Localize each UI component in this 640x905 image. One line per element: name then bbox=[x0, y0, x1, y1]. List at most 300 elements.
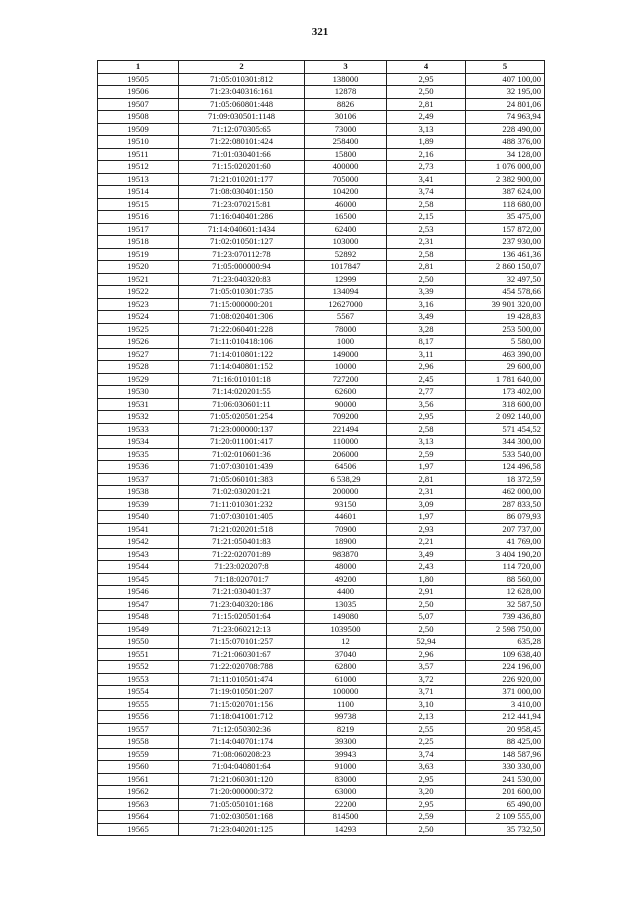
table-row bbox=[98, 186, 545, 199]
area-cell: 62400 bbox=[305, 223, 387, 236]
cadastral-number-cell: 71:15:000000:201 bbox=[179, 298, 305, 311]
area-cell: 727200 bbox=[305, 373, 387, 386]
rate-cell: 2,96 bbox=[387, 361, 466, 374]
rate-cell: 2,31 bbox=[387, 236, 466, 249]
table-row bbox=[98, 111, 545, 124]
rate-cell: 2,95 bbox=[387, 73, 466, 86]
row-number-cell: 19537 bbox=[98, 473, 179, 486]
area-cell: 22200 bbox=[305, 798, 387, 811]
cadastral-number-cell: 71:01:030401:66 bbox=[179, 148, 305, 161]
row-number-cell: 19517 bbox=[98, 223, 179, 236]
row-number-cell: 19507 bbox=[98, 98, 179, 111]
table-row bbox=[98, 561, 545, 574]
table-row bbox=[98, 786, 545, 799]
table-row bbox=[98, 248, 545, 261]
row-number-cell: 19533 bbox=[98, 423, 179, 436]
rate-cell: 2,95 bbox=[387, 798, 466, 811]
row-number-cell: 19519 bbox=[98, 248, 179, 261]
table-body bbox=[98, 73, 545, 836]
area-cell: 104200 bbox=[305, 186, 387, 199]
value-cell: 173 402,00 bbox=[466, 386, 545, 399]
area-cell: 78000 bbox=[305, 323, 387, 336]
value-cell: 114 720,00 bbox=[466, 561, 545, 574]
value-cell: 371 000,00 bbox=[466, 686, 545, 699]
rate-cell: 3,63 bbox=[387, 761, 466, 774]
table-row bbox=[98, 98, 545, 111]
row-number-cell: 19511 bbox=[98, 148, 179, 161]
row-number-cell: 19518 bbox=[98, 236, 179, 249]
cadastral-number-cell: 71:14:040801:152 bbox=[179, 361, 305, 374]
value-cell: 488 376,00 bbox=[466, 136, 545, 149]
cadastral-number-cell: 71:21:010201:177 bbox=[179, 173, 305, 186]
value-cell: 226 920,00 bbox=[466, 673, 545, 686]
table-row bbox=[98, 223, 545, 236]
cadastral-number-cell: 71:14:010801:122 bbox=[179, 348, 305, 361]
value-cell: 2 860 150,07 bbox=[466, 261, 545, 274]
cadastral-number-cell: 71:05:010301:735 bbox=[179, 286, 305, 299]
area-cell: 91000 bbox=[305, 761, 387, 774]
area-cell: 14293 bbox=[305, 823, 387, 836]
table-row bbox=[98, 261, 545, 274]
value-cell: 5 580,00 bbox=[466, 336, 545, 349]
table-row bbox=[98, 136, 545, 149]
cadastral-number-cell: 71:21:050401:83 bbox=[179, 536, 305, 549]
table-row bbox=[98, 623, 545, 636]
area-cell: 110000 bbox=[305, 436, 387, 449]
value-cell: 463 390,00 bbox=[466, 348, 545, 361]
area-cell: 1000 bbox=[305, 336, 387, 349]
row-number-cell: 19521 bbox=[98, 273, 179, 286]
table-row bbox=[98, 461, 545, 474]
rate-cell: 2,50 bbox=[387, 598, 466, 611]
table-row bbox=[98, 686, 545, 699]
cadastral-number-cell: 71:22:020701:89 bbox=[179, 548, 305, 561]
cadastral-number-cell: 71:04:040801:64 bbox=[179, 761, 305, 774]
row-number-cell: 19559 bbox=[98, 748, 179, 761]
area-cell: 12627000 bbox=[305, 298, 387, 311]
rate-cell: 3,16 bbox=[387, 298, 466, 311]
value-cell: 212 441,94 bbox=[466, 711, 545, 724]
table-row bbox=[98, 661, 545, 674]
row-number-cell: 19551 bbox=[98, 648, 179, 661]
area-cell: 149000 bbox=[305, 348, 387, 361]
table-row bbox=[98, 411, 545, 424]
value-cell: 344 300,00 bbox=[466, 436, 545, 449]
table-row bbox=[98, 473, 545, 486]
cadastral-number-cell: 71:05:010301:812 bbox=[179, 73, 305, 86]
area-cell: 206000 bbox=[305, 448, 387, 461]
value-cell: 571 454,52 bbox=[466, 423, 545, 436]
area-cell: 64506 bbox=[305, 461, 387, 474]
table-row bbox=[98, 673, 545, 686]
value-cell: 136 461,36 bbox=[466, 248, 545, 261]
table-row bbox=[98, 511, 545, 524]
area-cell: 100000 bbox=[305, 686, 387, 699]
row-number-cell: 19544 bbox=[98, 561, 179, 574]
area-cell: 1100 bbox=[305, 698, 387, 711]
rate-cell: 2,95 bbox=[387, 773, 466, 786]
value-cell: 109 638,40 bbox=[466, 648, 545, 661]
rate-cell: 2,55 bbox=[387, 723, 466, 736]
row-number-cell: 19554 bbox=[98, 686, 179, 699]
cadastral-number-cell: 71:21:060301:120 bbox=[179, 773, 305, 786]
cadastral-number-cell: 71:23:070112:78 bbox=[179, 248, 305, 261]
table-row bbox=[98, 798, 545, 811]
area-cell: 1017847 bbox=[305, 261, 387, 274]
cadastral-number-cell: 71:23:020207:8 bbox=[179, 561, 305, 574]
table-row bbox=[98, 586, 545, 599]
table-row bbox=[98, 648, 545, 661]
area-cell: 13035 bbox=[305, 598, 387, 611]
rate-cell: 3,71 bbox=[387, 686, 466, 699]
table-row bbox=[98, 598, 545, 611]
row-number-cell: 19547 bbox=[98, 598, 179, 611]
rate-cell: 2,50 bbox=[387, 86, 466, 99]
area-cell: 16500 bbox=[305, 211, 387, 224]
row-number-cell: 19534 bbox=[98, 436, 179, 449]
area-cell: 90000 bbox=[305, 398, 387, 411]
rate-cell: 3,49 bbox=[387, 311, 466, 324]
row-number-cell: 19527 bbox=[98, 348, 179, 361]
row-number-cell: 19513 bbox=[98, 173, 179, 186]
table-row bbox=[98, 573, 545, 586]
value-cell: 20 958,45 bbox=[466, 723, 545, 736]
cadastral-number-cell: 71:11:010418:106 bbox=[179, 336, 305, 349]
cadastral-number-cell: 71:05:060101:383 bbox=[179, 473, 305, 486]
rate-cell: 3,57 bbox=[387, 661, 466, 674]
row-number-cell: 19525 bbox=[98, 323, 179, 336]
value-cell: 88 560,00 bbox=[466, 573, 545, 586]
area-cell: 149080 bbox=[305, 611, 387, 624]
rate-cell: 2,50 bbox=[387, 273, 466, 286]
table-row bbox=[98, 536, 545, 549]
cadastral-number-cell: 71:05:050101:168 bbox=[179, 798, 305, 811]
value-cell: 207 737,00 bbox=[466, 523, 545, 536]
row-number-cell: 19508 bbox=[98, 111, 179, 124]
value-cell: 32 587,50 bbox=[466, 598, 545, 611]
value-cell: 407 100,00 bbox=[466, 73, 545, 86]
cadastral-number-cell: 71:11:010501:474 bbox=[179, 673, 305, 686]
cadastral-number-cell: 71:15:020501:64 bbox=[179, 611, 305, 624]
rate-cell: 8,17 bbox=[387, 336, 466, 349]
area-cell: 200000 bbox=[305, 486, 387, 499]
value-cell: 287 833,50 bbox=[466, 498, 545, 511]
table-row bbox=[98, 823, 545, 836]
row-number-cell: 19562 bbox=[98, 786, 179, 799]
rate-cell: 2,13 bbox=[387, 711, 466, 724]
table-row bbox=[98, 811, 545, 824]
value-cell: 739 436,80 bbox=[466, 611, 545, 624]
row-number-cell: 19522 bbox=[98, 286, 179, 299]
value-cell: 24 801,06 bbox=[466, 98, 545, 111]
row-number-cell: 19512 bbox=[98, 161, 179, 174]
cadastral-number-cell: 71:07:030101:439 bbox=[179, 461, 305, 474]
area-cell: 258400 bbox=[305, 136, 387, 149]
table-row bbox=[98, 636, 545, 649]
area-cell: 12878 bbox=[305, 86, 387, 99]
value-cell: 88 425,00 bbox=[466, 736, 545, 749]
table-header-row bbox=[98, 61, 545, 74]
area-cell: 39300 bbox=[305, 736, 387, 749]
rate-cell: 2,49 bbox=[387, 111, 466, 124]
area-cell: 99738 bbox=[305, 711, 387, 724]
value-cell: 148 587,96 bbox=[466, 748, 545, 761]
row-number-cell: 19538 bbox=[98, 486, 179, 499]
row-number-cell: 19542 bbox=[98, 536, 179, 549]
cadastral-number-cell: 71:12:050302:36 bbox=[179, 723, 305, 736]
table-row bbox=[98, 236, 545, 249]
cadastral-number-cell: 71:02:030201:21 bbox=[179, 486, 305, 499]
area-cell: 70900 bbox=[305, 523, 387, 536]
table-row bbox=[98, 773, 545, 786]
value-cell: 224 196,00 bbox=[466, 661, 545, 674]
value-cell: 387 624,00 bbox=[466, 186, 545, 199]
row-number-cell: 19563 bbox=[98, 798, 179, 811]
area-cell: 39943 bbox=[305, 748, 387, 761]
row-number-cell: 19543 bbox=[98, 548, 179, 561]
rate-cell: 2,53 bbox=[387, 223, 466, 236]
cadastral-number-cell: 71:22:020708:788 bbox=[179, 661, 305, 674]
row-number-cell: 19541 bbox=[98, 523, 179, 536]
value-cell: 253 500,00 bbox=[466, 323, 545, 336]
cadastral-number-cell: 71:09:030501:1148 bbox=[179, 111, 305, 124]
table-row bbox=[98, 148, 545, 161]
table-row bbox=[98, 486, 545, 499]
rate-cell: 2,45 bbox=[387, 373, 466, 386]
cadastral-number-cell: 71:05:000000:94 bbox=[179, 261, 305, 274]
cadastral-number-cell: 71:21:060301:67 bbox=[179, 648, 305, 661]
area-cell: 1039500 bbox=[305, 623, 387, 636]
rate-cell: 52,94 bbox=[387, 636, 466, 649]
table-row bbox=[98, 298, 545, 311]
row-number-cell: 19560 bbox=[98, 761, 179, 774]
row-number-cell: 19528 bbox=[98, 361, 179, 374]
row-number-cell: 19509 bbox=[98, 123, 179, 136]
value-cell: 330 330,00 bbox=[466, 761, 545, 774]
area-cell: 18900 bbox=[305, 536, 387, 549]
cadastral-number-cell: 71:15:070101:257 bbox=[179, 636, 305, 649]
value-cell: 462 000,00 bbox=[466, 486, 545, 499]
area-cell: 52892 bbox=[305, 248, 387, 261]
row-number-cell: 19532 bbox=[98, 411, 179, 424]
area-cell: 8826 bbox=[305, 98, 387, 111]
cadastral-number-cell: 71:23:040201:125 bbox=[179, 823, 305, 836]
area-cell: 8219 bbox=[305, 723, 387, 736]
rate-cell: 3,28 bbox=[387, 323, 466, 336]
value-cell: 2 382 900,00 bbox=[466, 173, 545, 186]
cadastral-number-cell: 71:15:020701:156 bbox=[179, 698, 305, 711]
cadastral-number-cell: 71:18:041001:712 bbox=[179, 711, 305, 724]
value-cell: 74 963,94 bbox=[466, 111, 545, 124]
cadastral-number-cell: 71:21:030401:37 bbox=[179, 586, 305, 599]
area-cell: 12999 bbox=[305, 273, 387, 286]
rate-cell: 2,50 bbox=[387, 623, 466, 636]
row-number-cell: 19529 bbox=[98, 373, 179, 386]
cadastral-number-cell: 71:14:020201:55 bbox=[179, 386, 305, 399]
cadastral-number-cell: 71:18:020701:7 bbox=[179, 573, 305, 586]
rate-cell: 2,50 bbox=[387, 823, 466, 836]
rate-cell: 3,10 bbox=[387, 698, 466, 711]
table-row bbox=[98, 273, 545, 286]
cadastral-value-table bbox=[97, 60, 545, 836]
rate-cell: 3,74 bbox=[387, 748, 466, 761]
area-cell: 705000 bbox=[305, 173, 387, 186]
value-cell: 2 092 140,00 bbox=[466, 411, 545, 424]
area-cell: 37040 bbox=[305, 648, 387, 661]
area-cell: 10000 bbox=[305, 361, 387, 374]
area-cell: 83000 bbox=[305, 773, 387, 786]
row-number-cell: 19524 bbox=[98, 311, 179, 324]
cadastral-number-cell: 71:15:020201:60 bbox=[179, 161, 305, 174]
rate-cell: 2,81 bbox=[387, 473, 466, 486]
area-cell: 73000 bbox=[305, 123, 387, 136]
row-number-cell: 19535 bbox=[98, 448, 179, 461]
value-cell: 39 901 320,00 bbox=[466, 298, 545, 311]
rate-cell: 2,81 bbox=[387, 98, 466, 111]
value-cell: 18 372,59 bbox=[466, 473, 545, 486]
table-row bbox=[98, 361, 545, 374]
cadastral-number-cell: 71:23:040320:186 bbox=[179, 598, 305, 611]
cadastral-number-cell: 71:23:070215:81 bbox=[179, 198, 305, 211]
table-row bbox=[98, 423, 545, 436]
value-cell: 35 732,50 bbox=[466, 823, 545, 836]
rate-cell: 3,56 bbox=[387, 398, 466, 411]
value-cell: 454 578,66 bbox=[466, 286, 545, 299]
rate-cell: 2,16 bbox=[387, 148, 466, 161]
value-cell: 3 404 190,20 bbox=[466, 548, 545, 561]
cadastral-number-cell: 71:02:010501:127 bbox=[179, 236, 305, 249]
rate-cell: 2,15 bbox=[387, 211, 466, 224]
rate-cell: 3,49 bbox=[387, 548, 466, 561]
rate-cell: 2,58 bbox=[387, 423, 466, 436]
table-row bbox=[98, 723, 545, 736]
table-row bbox=[98, 336, 545, 349]
area-cell: 814500 bbox=[305, 811, 387, 824]
area-cell: 48000 bbox=[305, 561, 387, 574]
column-header-1: 1 bbox=[98, 61, 179, 74]
cadastral-number-cell: 71:20:011001:417 bbox=[179, 436, 305, 449]
row-number-cell: 19557 bbox=[98, 723, 179, 736]
row-number-cell: 19546 bbox=[98, 586, 179, 599]
area-cell: 5567 bbox=[305, 311, 387, 324]
cadastral-number-cell: 71:08:020401:306 bbox=[179, 311, 305, 324]
cadastral-number-cell: 71:16:040401:286 bbox=[179, 211, 305, 224]
table-row bbox=[98, 211, 545, 224]
table-row bbox=[98, 373, 545, 386]
table-row bbox=[98, 86, 545, 99]
area-cell: 15800 bbox=[305, 148, 387, 161]
area-cell: 63000 bbox=[305, 786, 387, 799]
value-cell: 533 540,00 bbox=[466, 448, 545, 461]
cadastral-number-cell: 71:19:010501:207 bbox=[179, 686, 305, 699]
area-cell: 103000 bbox=[305, 236, 387, 249]
rate-cell: 1,97 bbox=[387, 511, 466, 524]
rate-cell: 1,80 bbox=[387, 573, 466, 586]
row-number-cell: 19549 bbox=[98, 623, 179, 636]
area-cell: 62800 bbox=[305, 661, 387, 674]
area-cell: 4400 bbox=[305, 586, 387, 599]
table-row bbox=[98, 761, 545, 774]
rate-cell: 2,91 bbox=[387, 586, 466, 599]
area-cell: 44601 bbox=[305, 511, 387, 524]
rate-cell: 2,59 bbox=[387, 448, 466, 461]
cadastral-number-cell: 71:22:080101:424 bbox=[179, 136, 305, 149]
value-cell: 35 475,00 bbox=[466, 211, 545, 224]
value-cell: 237 930,00 bbox=[466, 236, 545, 249]
area-cell: 49200 bbox=[305, 573, 387, 586]
cadastral-number-cell: 71:02:030501:168 bbox=[179, 811, 305, 824]
row-number-cell: 19558 bbox=[98, 736, 179, 749]
table-row bbox=[98, 73, 545, 86]
table-row bbox=[98, 698, 545, 711]
value-cell: 65 490,00 bbox=[466, 798, 545, 811]
table-row bbox=[98, 398, 545, 411]
cadastral-number-cell: 71:22:060401:228 bbox=[179, 323, 305, 336]
row-number-cell: 19514 bbox=[98, 186, 179, 199]
row-number-cell: 19556 bbox=[98, 711, 179, 724]
value-cell: 635,28 bbox=[466, 636, 545, 649]
area-cell: 983870 bbox=[305, 548, 387, 561]
row-number-cell: 19520 bbox=[98, 261, 179, 274]
column-header-5: 5 bbox=[466, 61, 545, 74]
value-cell: 29 600,00 bbox=[466, 361, 545, 374]
value-cell: 2 109 555,00 bbox=[466, 811, 545, 824]
value-cell: 34 128,00 bbox=[466, 148, 545, 161]
cadastral-number-cell: 71:14:040701:174 bbox=[179, 736, 305, 749]
row-number-cell: 19510 bbox=[98, 136, 179, 149]
area-cell: 6 538,29 bbox=[305, 473, 387, 486]
rate-cell: 3,41 bbox=[387, 173, 466, 186]
cadastral-number-cell: 71:05:060801:448 bbox=[179, 98, 305, 111]
table-row bbox=[98, 711, 545, 724]
cadastral-number-cell: 71:23:060212:13 bbox=[179, 623, 305, 636]
cadastral-number-cell: 71:23:000000:137 bbox=[179, 423, 305, 436]
rate-cell: 2,96 bbox=[387, 648, 466, 661]
row-number-cell: 19516 bbox=[98, 211, 179, 224]
value-cell: 19 428,83 bbox=[466, 311, 545, 324]
value-cell: 228 490,00 bbox=[466, 123, 545, 136]
area-cell: 138000 bbox=[305, 73, 387, 86]
table-row bbox=[98, 436, 545, 449]
rate-cell: 2,59 bbox=[387, 811, 466, 824]
value-cell: 124 496,58 bbox=[466, 461, 545, 474]
row-number-cell: 19552 bbox=[98, 661, 179, 674]
cadastral-number-cell: 71:20:000000:372 bbox=[179, 786, 305, 799]
value-cell: 241 530,00 bbox=[466, 773, 545, 786]
area-cell: 61000 bbox=[305, 673, 387, 686]
table-row bbox=[98, 161, 545, 174]
table-row bbox=[98, 498, 545, 511]
column-header-2: 2 bbox=[179, 61, 305, 74]
value-cell: 41 769,00 bbox=[466, 536, 545, 549]
row-number-cell: 19526 bbox=[98, 336, 179, 349]
area-cell: 46000 bbox=[305, 198, 387, 211]
cadastral-number-cell: 71:16:010101:18 bbox=[179, 373, 305, 386]
rate-cell: 3,72 bbox=[387, 673, 466, 686]
table-row bbox=[98, 348, 545, 361]
row-number-cell: 19548 bbox=[98, 611, 179, 624]
rate-cell: 3,74 bbox=[387, 186, 466, 199]
column-header-3: 3 bbox=[305, 61, 387, 74]
rate-cell: 3,13 bbox=[387, 436, 466, 449]
area-cell: 134094 bbox=[305, 286, 387, 299]
row-number-cell: 19553 bbox=[98, 673, 179, 686]
row-number-cell: 19536 bbox=[98, 461, 179, 474]
rate-cell: 3,11 bbox=[387, 348, 466, 361]
rate-cell: 2,43 bbox=[387, 561, 466, 574]
area-cell: 12 bbox=[305, 636, 387, 649]
rate-cell: 2,77 bbox=[387, 386, 466, 399]
